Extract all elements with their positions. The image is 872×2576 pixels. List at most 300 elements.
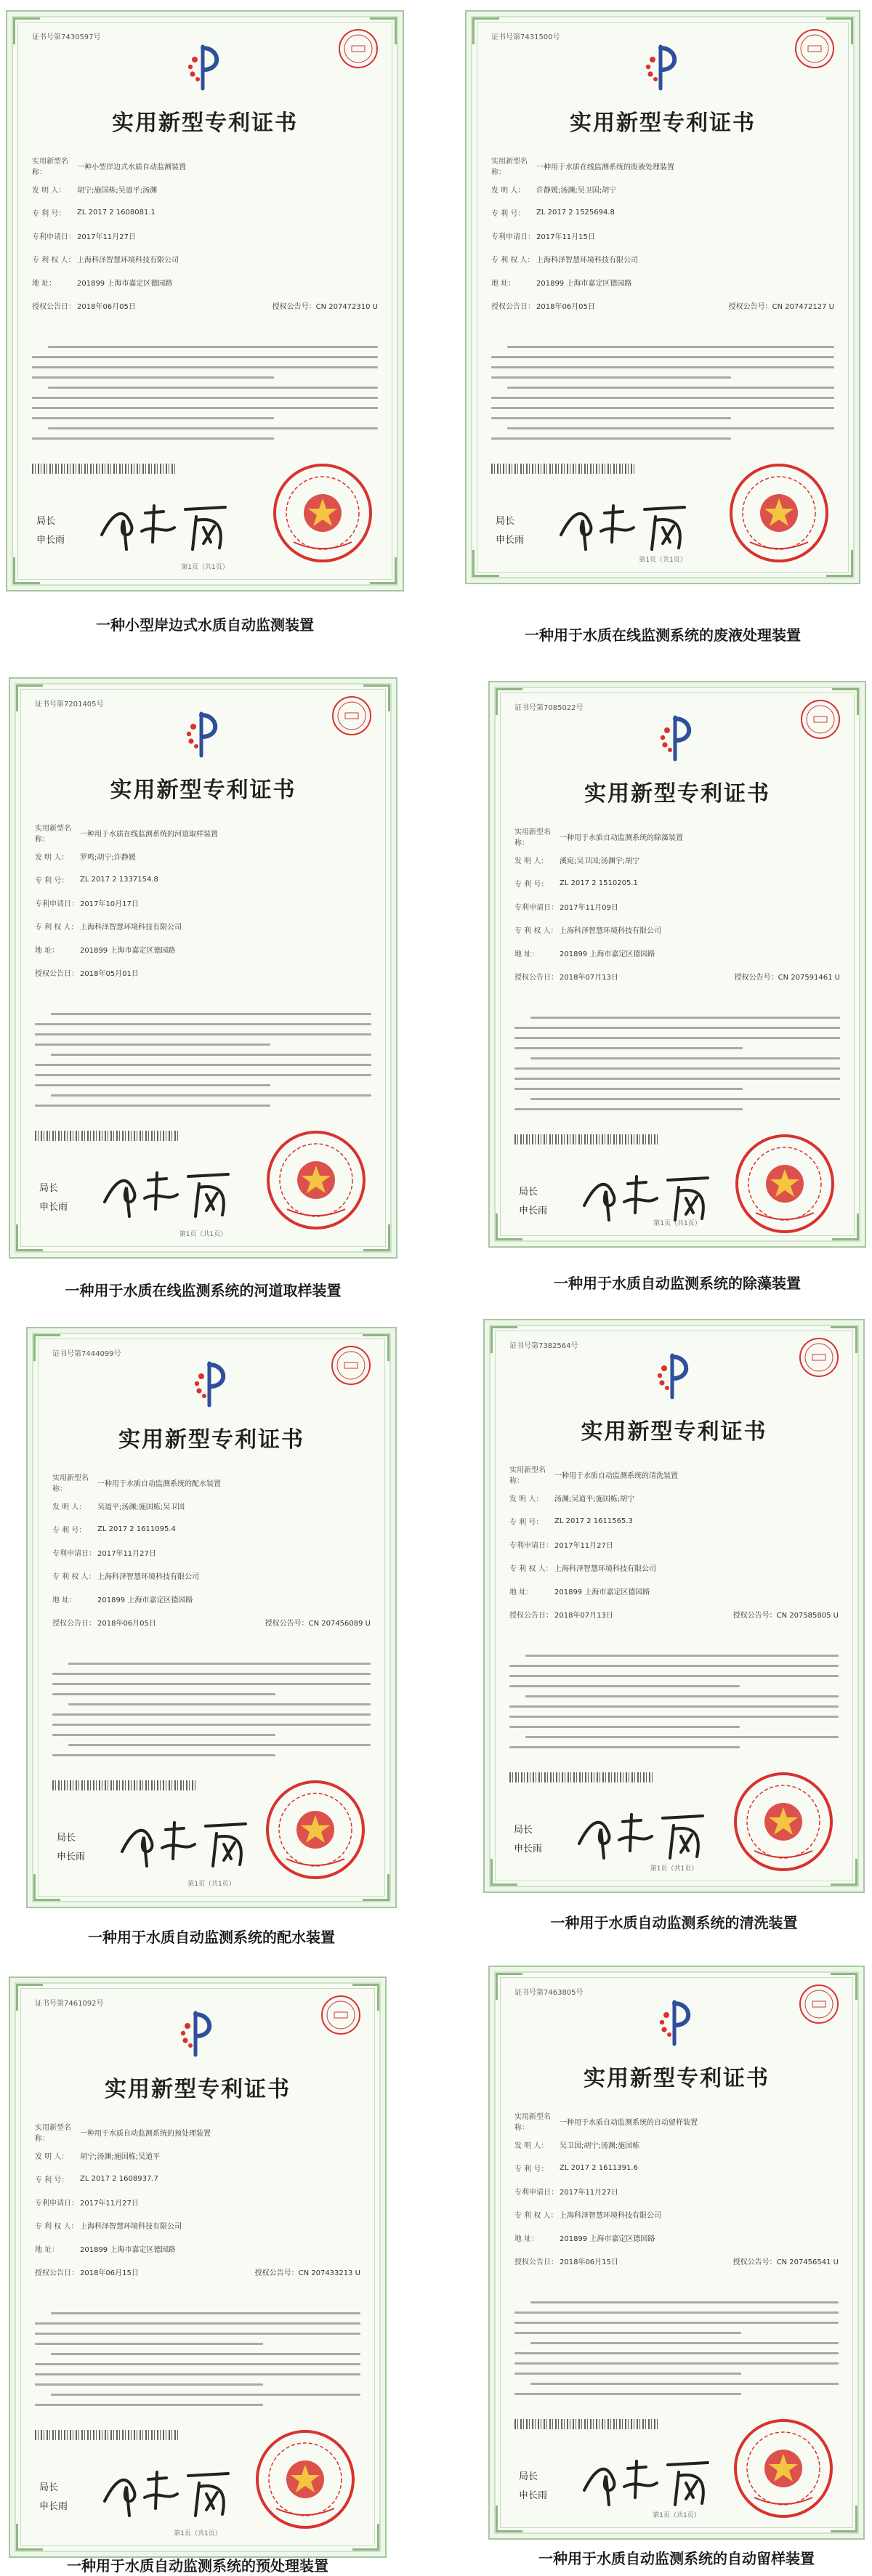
patent-certificate xyxy=(6,10,404,591)
text-line xyxy=(35,1064,371,1066)
field-label: 地 址： xyxy=(509,1588,534,1596)
field-label: 专 利 号： xyxy=(32,209,66,218)
field-label: 发 明 人： xyxy=(491,186,525,195)
text-line xyxy=(51,2312,360,2314)
certificate-number: 证书号第7382564号 xyxy=(509,1342,578,1350)
field-label: 地 址： xyxy=(35,2245,60,2254)
page-footer: 第1页（共1页） xyxy=(639,557,687,564)
text-line xyxy=(491,417,731,419)
field-value: 2018年07月13日 xyxy=(554,1611,613,1620)
certificate-field xyxy=(509,1579,839,1602)
field-label: 专 利 权 人： xyxy=(52,1572,96,1581)
page-footer: 第1页（共1页） xyxy=(653,1220,701,1227)
field-value: 2018年06月15日 xyxy=(560,2258,618,2266)
text-line xyxy=(48,387,378,389)
field-label: 专 利 权 人： xyxy=(509,1564,553,1573)
field-label: 专 利 权 人： xyxy=(491,256,535,265)
field-label: 地 址： xyxy=(514,950,539,958)
text-line xyxy=(509,1716,839,1718)
field-label: 专 利 权 人： xyxy=(514,2211,558,2220)
text-line xyxy=(51,1013,371,1015)
certificate-title: 实用新型专利证书 xyxy=(112,110,298,136)
field-value: 上海科泽智慧环境科技有限公司 xyxy=(536,256,638,265)
text-line xyxy=(514,2362,839,2365)
text-line xyxy=(530,2301,839,2304)
text-line xyxy=(35,2373,360,2375)
field-label: 专 利 号： xyxy=(509,1518,544,1527)
official-seal-icon xyxy=(732,2418,834,2519)
text-line xyxy=(35,2404,263,2406)
field-label: 授权公告日： xyxy=(514,973,558,982)
text-line xyxy=(32,366,378,368)
field-label: 专利申请日： xyxy=(35,900,78,908)
certificate-body-text xyxy=(32,346,378,448)
field-value: 2017年11月27日 xyxy=(77,233,136,241)
page-footer: 第1页（共1页） xyxy=(187,1881,235,1888)
official-seal-icon xyxy=(331,695,373,737)
certificate-fields xyxy=(35,821,371,984)
text-line xyxy=(530,2342,839,2344)
text-line xyxy=(514,2311,839,2314)
certificate-field xyxy=(514,2156,839,2179)
text-line xyxy=(35,2343,263,2345)
field-value: 201899 上海市嘉定区德园路 xyxy=(536,279,632,288)
certificate-body-text xyxy=(509,1655,839,1756)
field-value: ZL 2017 2 1510205.1 xyxy=(560,879,638,887)
field-value: 一种用于水质自动监测系统的清洗装置 xyxy=(554,1471,678,1480)
signatory-title: 局长 xyxy=(496,516,515,527)
certificate-caption: 一种用于水质自动监测系统的自动留样装置 xyxy=(538,2550,815,2567)
field-label: 专 利 权 人： xyxy=(514,926,558,935)
field-label: 发 明 人： xyxy=(35,853,69,862)
field-value: 2017年11月27日 xyxy=(97,1549,156,1558)
field-value: 2017年11月27日 xyxy=(80,2199,139,2208)
official-seal-icon xyxy=(254,2428,356,2530)
barcode-strip xyxy=(491,464,637,474)
field-value: 2017年11月09日 xyxy=(560,903,618,912)
text-line xyxy=(514,1037,840,1039)
certificate-fields xyxy=(52,1471,371,1634)
barcode-strip xyxy=(35,1131,180,1141)
text-line xyxy=(514,2322,839,2324)
text-line xyxy=(52,1693,275,1695)
official-seal-icon xyxy=(320,1994,362,2036)
signatory-name: 申长雨 xyxy=(496,535,525,546)
certificate-field xyxy=(514,918,840,941)
field-value: ZL 2017 2 1611391.6 xyxy=(560,2163,638,2172)
certificate-caption: 一种用于水质自动监测系统的除藻装置 xyxy=(554,1275,801,1292)
text-line xyxy=(52,1713,371,1716)
text-line xyxy=(52,1754,275,1756)
field-value: 2018年07月13日 xyxy=(560,973,618,982)
field-label: 专利申请日： xyxy=(514,903,558,912)
certificate-field xyxy=(52,1517,371,1541)
field-label: 实用新型名称： xyxy=(509,1466,546,1485)
barcode-strip xyxy=(509,1772,655,1782)
certificate-field xyxy=(32,224,378,247)
text-line xyxy=(491,437,731,440)
signatory-title: 局长 xyxy=(39,1183,59,1194)
text-line xyxy=(32,376,274,379)
text-line xyxy=(514,1108,743,1110)
barcode-strip xyxy=(35,2430,180,2440)
certificate-caption: 一种用于水质自动监测系统的清洗装置 xyxy=(550,1914,798,1931)
signature-icon xyxy=(97,2458,257,2523)
text-line xyxy=(491,366,834,368)
field-value: 201899 上海市嘉定区德园路 xyxy=(77,279,173,288)
field-extra: 授权公告号：CN 207456541 U xyxy=(732,2258,839,2266)
text-line xyxy=(35,1033,371,1035)
text-line xyxy=(35,1023,371,1025)
certificate-field xyxy=(35,891,371,914)
certificate-title: 实用新型专利证书 xyxy=(581,1419,767,1445)
field-label: 发 明 人： xyxy=(509,1495,544,1503)
field-label: 专 利 权 人： xyxy=(35,2222,78,2231)
field-label: 授权公告日： xyxy=(52,1619,96,1628)
field-value: 溪宛;吴卫国;汤渊宇;胡宁 xyxy=(560,857,640,865)
signature-icon xyxy=(554,491,714,557)
certificate-body-text xyxy=(514,2301,839,2403)
certificate-field xyxy=(514,825,840,848)
text-line xyxy=(509,1685,740,1687)
certificate-field xyxy=(35,2213,360,2237)
certificate-field xyxy=(514,2202,839,2226)
certificate-fields xyxy=(514,2109,839,2272)
signatory-title: 局长 xyxy=(36,516,56,527)
field-value: 201899 上海市嘉定区德园路 xyxy=(80,2245,176,2254)
text-line xyxy=(507,427,834,429)
official-seal-icon xyxy=(794,28,836,70)
certificate-paper xyxy=(26,1327,397,1908)
text-line xyxy=(35,2363,360,2365)
field-label: 发 明 人： xyxy=(514,2141,549,2150)
certificate-fields xyxy=(514,825,840,988)
field-value: 201899 上海市嘉定区德园路 xyxy=(80,946,176,955)
certificate-paper xyxy=(6,10,404,591)
barcode-strip xyxy=(514,1134,660,1144)
certificate-field xyxy=(509,1556,839,1579)
text-line xyxy=(52,1724,371,1726)
certificate-caption: 一种用于水质在线监测系统的河道取样装置 xyxy=(65,1282,342,1299)
field-label: 实用新型名称： xyxy=(35,825,71,844)
field-value: 上海科泽智慧环境科技有限公司 xyxy=(77,256,179,265)
patent-emblem-icon xyxy=(653,1349,696,1402)
certificate-body-text xyxy=(35,2312,360,2414)
certificate-field xyxy=(35,844,371,868)
text-line xyxy=(35,1074,371,1076)
certificate-title: 实用新型专利证书 xyxy=(584,2066,770,2091)
text-line xyxy=(509,1705,839,1708)
patent-emblem-icon xyxy=(655,711,699,764)
field-label: 专 利 权 人： xyxy=(35,923,78,932)
field-value: 罗鸣;胡宁;许静媛 xyxy=(80,853,136,862)
field-extra: 授权公告号：CN 207591461 U xyxy=(734,973,840,982)
certificate-field xyxy=(35,868,371,891)
certificate-body-text xyxy=(52,1663,371,1764)
signatory-name: 申长雨 xyxy=(519,2490,548,2501)
text-line xyxy=(35,2322,360,2325)
field-label: 实用新型名称： xyxy=(35,2124,71,2143)
certificate-field xyxy=(509,1602,839,1626)
certificate-field xyxy=(52,1564,371,1587)
field-value: 上海科泽智慧环境科技有限公司 xyxy=(80,923,182,932)
certificate-field xyxy=(491,247,834,270)
certificate-number: 证书号第7201405号 xyxy=(35,700,104,708)
text-line xyxy=(509,1665,839,1667)
certificate-field xyxy=(35,821,371,844)
official-seal-icon xyxy=(330,1344,372,1386)
field-value: 2017年11月27日 xyxy=(560,2188,618,2197)
certificate-number: 证书号第7461092号 xyxy=(35,2000,104,2008)
patent-certificate xyxy=(26,1327,397,1908)
text-line xyxy=(514,2373,741,2375)
patent-certificate xyxy=(9,1977,387,2558)
field-value: 201899 上海市嘉定区德园路 xyxy=(560,2234,655,2243)
field-label: 实用新型名称： xyxy=(32,158,68,177)
certificate-field xyxy=(32,201,378,224)
field-value: 一种用于水质在线监测系统的废液处理装置 xyxy=(536,163,674,171)
field-value: 201899 上海市嘉定区德园路 xyxy=(560,950,655,958)
patent-emblem-icon xyxy=(183,41,227,93)
text-line xyxy=(530,2383,839,2385)
text-line xyxy=(525,1695,839,1697)
field-value: 一种用于水质自动监测系统的配水装置 xyxy=(97,1479,221,1488)
text-line xyxy=(530,1057,840,1059)
field-label: 地 址： xyxy=(35,946,60,955)
field-label: 专利申请日： xyxy=(514,2188,558,2197)
certificate-field xyxy=(35,937,371,961)
certificate-field xyxy=(35,2144,360,2167)
field-label: 授权公告日： xyxy=(514,2258,558,2266)
field-label: 地 址： xyxy=(32,279,57,288)
official-seal-icon xyxy=(798,1336,840,1378)
field-label: 专 利 权 人： xyxy=(32,256,76,265)
field-value: 2017年10月17日 xyxy=(80,900,139,908)
field-label: 专利申请日： xyxy=(491,233,535,241)
certificate-title: 实用新型专利证书 xyxy=(110,778,296,803)
field-value: 2018年05月01日 xyxy=(80,969,139,978)
text-line xyxy=(51,1054,371,1056)
field-label: 地 址： xyxy=(491,279,516,288)
field-value: ZL 2017 2 1611095.4 xyxy=(97,1525,176,1533)
certificate-field xyxy=(52,1494,371,1517)
certificate-field xyxy=(32,270,378,294)
field-label: 专 利 号： xyxy=(35,876,69,885)
barcode-strip xyxy=(32,464,177,474)
page-footer: 第1页（共1页） xyxy=(179,1231,227,1238)
text-line xyxy=(491,397,834,399)
text-line xyxy=(530,1017,840,1019)
signature-icon xyxy=(115,1808,275,1873)
text-line xyxy=(507,387,834,389)
certificate-caption: 一种小型岸边式水质自动监测装置 xyxy=(96,616,314,634)
certificate-field xyxy=(491,224,834,247)
field-label: 专利申请日： xyxy=(52,1549,96,1558)
certificate-caption: 一种用于水质在线监测系统的废液处理装置 xyxy=(525,626,801,644)
text-line xyxy=(32,417,274,419)
field-value: 上海科泽智慧环境科技有限公司 xyxy=(560,926,661,935)
text-line xyxy=(48,346,378,348)
certificate-field xyxy=(514,2109,839,2133)
text-line xyxy=(51,2353,360,2355)
text-line xyxy=(491,356,834,358)
certificate-body-text xyxy=(35,1013,371,1115)
field-value: 201899 上海市嘉定区德园路 xyxy=(97,1596,193,1604)
signatory-title: 局长 xyxy=(519,1187,538,1198)
signatory-name: 申长雨 xyxy=(519,1206,548,1216)
field-label: 授权公告日： xyxy=(35,969,78,978)
field-label: 授权公告日： xyxy=(491,302,535,311)
field-value: 一种用于水质自动监测系统的预处理装置 xyxy=(80,2129,211,2138)
text-line xyxy=(525,1655,839,1657)
field-value: 上海科泽智慧环境科技有限公司 xyxy=(80,2222,182,2231)
field-label: 专利申请日： xyxy=(35,2199,78,2208)
text-line xyxy=(32,356,378,358)
field-label: 实用新型名称： xyxy=(514,2113,551,2132)
text-line xyxy=(514,1047,743,1049)
signatory-name: 申长雨 xyxy=(39,2501,68,2512)
field-value: 2017年11月27日 xyxy=(554,1541,613,1550)
certificate-title: 实用新型专利证书 xyxy=(105,2077,291,2102)
text-line xyxy=(35,2333,360,2335)
field-value: 汤渊;吴道平;施国栋;胡宁 xyxy=(554,1495,635,1503)
certificate-paper xyxy=(465,10,860,584)
text-line xyxy=(514,2332,741,2334)
certificate-paper xyxy=(9,677,397,1259)
field-value: 一种用于水质在线监测系统的河道取样装置 xyxy=(80,830,218,839)
field-value: ZL 2017 2 1608081.1 xyxy=(77,208,156,217)
page-footer: 第1页（共1页） xyxy=(174,2530,222,2537)
text-line xyxy=(491,376,731,379)
certificate-field xyxy=(509,1486,839,1509)
signature-icon xyxy=(572,1800,732,1865)
certificate-number: 证书号第7430597号 xyxy=(32,33,101,41)
text-line xyxy=(52,1734,275,1736)
certificate-field xyxy=(35,2167,360,2190)
certificate-field xyxy=(514,2249,839,2272)
certificate-paper xyxy=(9,1977,387,2558)
patent-emblem-icon xyxy=(190,1357,233,1410)
certificate-field xyxy=(491,154,834,177)
text-line xyxy=(52,1673,371,1675)
text-line xyxy=(32,407,378,409)
field-label: 专 利 号： xyxy=(35,2176,69,2184)
field-label: 地 址： xyxy=(52,1596,77,1604)
field-label: 实用新型名称： xyxy=(491,158,528,177)
field-value: 上海科泽智慧环境科技有限公司 xyxy=(97,1572,199,1581)
official-seal-icon xyxy=(732,1771,834,1873)
certificate-caption: 一种用于水质自动监测系统的配水装置 xyxy=(88,1929,335,1946)
certificate-field xyxy=(514,871,840,895)
field-label: 发 明 人： xyxy=(32,186,66,195)
text-line xyxy=(509,1675,839,1677)
field-value: 2018年06月05日 xyxy=(97,1619,156,1628)
field-extra: 授权公告号：CN 207472127 U xyxy=(728,302,834,311)
field-label: 发 明 人： xyxy=(514,857,549,865)
certificate-field xyxy=(509,1509,839,1533)
certificate-field xyxy=(491,201,834,224)
certificate-field xyxy=(514,964,840,988)
text-line xyxy=(514,1027,840,1029)
certificate-field xyxy=(491,270,834,294)
certificate-field xyxy=(52,1610,371,1634)
official-seal-icon xyxy=(265,1129,367,1231)
text-line xyxy=(514,1078,840,1080)
official-seal-icon xyxy=(265,1779,366,1881)
field-label: 授权公告日： xyxy=(32,302,76,311)
text-line xyxy=(68,1703,371,1705)
certificate-field xyxy=(491,177,834,201)
patent-emblem-icon xyxy=(182,708,225,760)
text-line xyxy=(514,2393,741,2395)
field-value: ZL 2017 2 1611565.3 xyxy=(554,1517,633,1525)
certificate-paper xyxy=(483,1319,865,1893)
patent-certificate xyxy=(488,1966,865,2540)
signatory-title: 局长 xyxy=(519,2471,538,2482)
field-label: 专 利 号： xyxy=(491,209,525,218)
certificate-field xyxy=(514,941,840,964)
certificate-field xyxy=(32,177,378,201)
field-extra: 授权公告号：CN 207472310 U xyxy=(272,302,378,311)
signature-icon xyxy=(94,491,254,557)
certificate-body-text xyxy=(491,346,834,448)
official-seal-icon xyxy=(728,462,830,564)
field-value: 上海科泽智慧环境科技有限公司 xyxy=(554,1564,656,1573)
signatory-name: 申长雨 xyxy=(57,1852,86,1862)
field-value: 一种用于水质自动监测系统的自动留样装置 xyxy=(560,2118,698,2127)
certificate-title: 实用新型专利证书 xyxy=(118,1427,304,1453)
text-line xyxy=(32,397,378,399)
certificate-fields xyxy=(491,154,834,317)
certificate-field xyxy=(509,1533,839,1556)
certificate-field xyxy=(35,2260,360,2283)
certificate-fields xyxy=(509,1463,839,1626)
field-label: 地 址： xyxy=(514,2234,539,2243)
field-extra: 授权公告号：CN 207585805 U xyxy=(732,1611,839,1620)
field-label: 发 明 人： xyxy=(52,1503,86,1511)
text-line xyxy=(35,1043,270,1046)
text-line xyxy=(51,1094,371,1097)
text-line xyxy=(68,1744,371,1746)
field-label: 授权公告日： xyxy=(35,2269,78,2277)
certificate-field xyxy=(514,2133,839,2156)
certificate-paper xyxy=(488,681,866,1248)
field-label: 实用新型名称： xyxy=(514,828,551,847)
certificate-field xyxy=(514,2179,839,2202)
certificate-title: 实用新型专利证书 xyxy=(584,781,770,807)
text-line xyxy=(52,1683,371,1685)
certificate-field xyxy=(52,1587,371,1610)
certificate-field xyxy=(52,1541,371,1564)
text-line xyxy=(35,2383,263,2386)
certificate-field xyxy=(32,294,378,317)
signature-icon xyxy=(97,1158,257,1224)
text-line xyxy=(514,1088,743,1090)
certificate-field xyxy=(514,2226,839,2249)
official-seal-icon xyxy=(798,1983,840,2025)
field-extra: 授权公告号：CN 207433213 U xyxy=(254,2269,360,2277)
barcode-strip xyxy=(52,1780,198,1790)
page-footer: 第1页（共1页） xyxy=(181,564,229,571)
page-footer: 第1页（共1页） xyxy=(650,1865,698,1873)
certificate-field xyxy=(52,1471,371,1494)
field-value: ZL 2017 2 1525694.8 xyxy=(536,208,615,217)
signatory-title: 局长 xyxy=(57,1833,76,1844)
official-seal-icon xyxy=(337,28,379,70)
text-line xyxy=(509,1746,740,1748)
barcode-strip xyxy=(514,2419,660,2429)
text-line xyxy=(35,1105,270,1107)
